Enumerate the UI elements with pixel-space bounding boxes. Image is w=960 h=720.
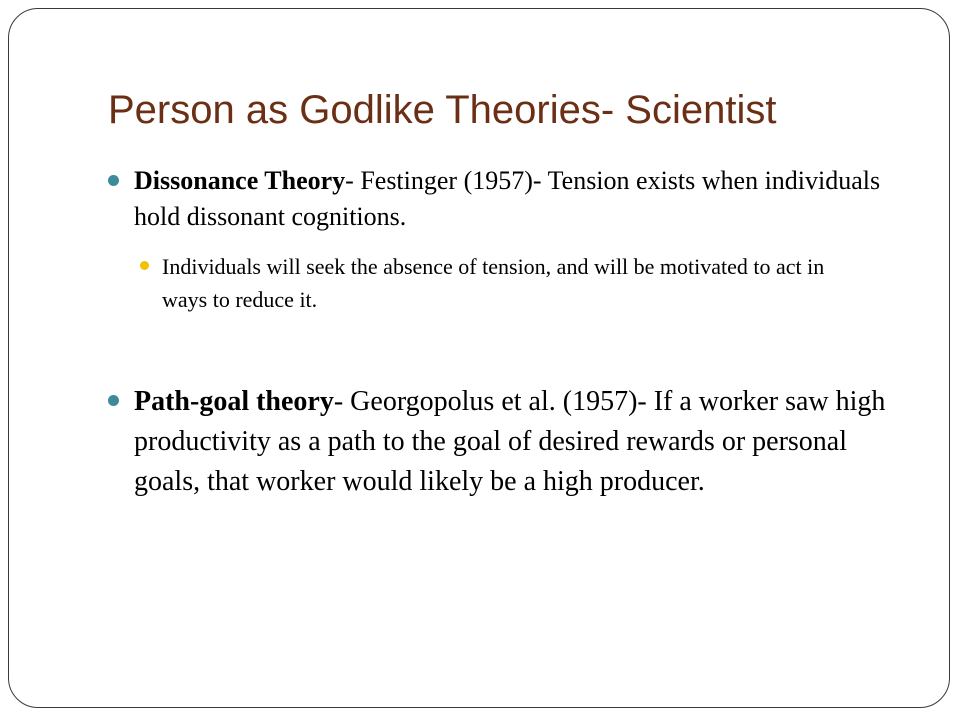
bullet-term: Dissonance Theory <box>134 166 346 195</box>
slide-title: Person as Godlike Theories- Scientist <box>108 88 777 132</box>
bullet-dissonance-theory <box>108 163 888 235</box>
bullet-path-goal-theory <box>108 382 898 502</box>
sub-bullet-tension <box>140 250 860 316</box>
bullet-body: - Georgopolus et al. (1957)- If a worker saw high productivity as a path to the goal of desired rewards or personal goals, that worker would likely be a high producer. <box>134 386 886 497</box>
sub-bullet-icon <box>140 261 149 270</box>
bullet-icon <box>108 395 119 406</box>
bullet-icon <box>108 175 119 186</box>
bullet-body: - Festinger (1957)- Tension exists when individuals hold dissonant cognitions. <box>134 166 881 231</box>
bullet-term: Path-goal theory <box>134 386 334 417</box>
bullet-text <box>134 163 888 235</box>
bullet-text <box>134 382 898 502</box>
sub-bullet-text: Individuals will seek the absence of tension, and will be motivated to act in ways to reduce it. <box>162 254 825 312</box>
